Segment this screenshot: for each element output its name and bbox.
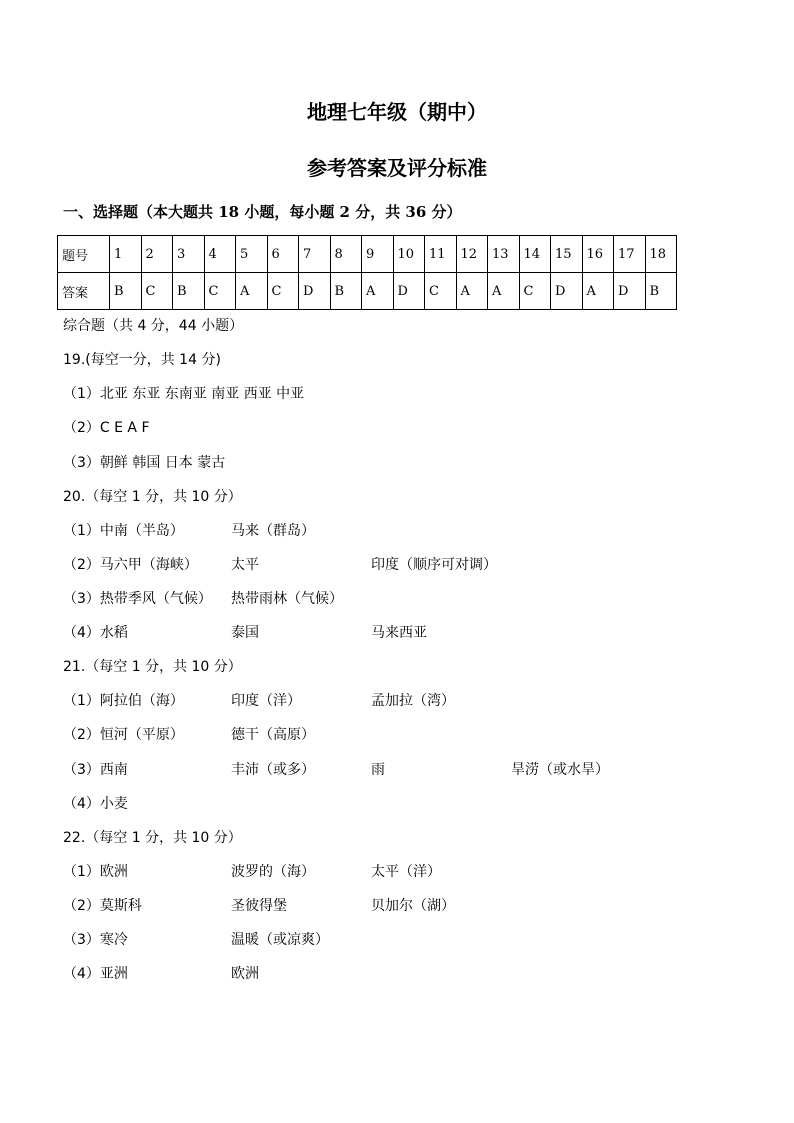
table-row-answers bbox=[58, 273, 677, 310]
answer-text: （3）寒冷 bbox=[63, 932, 128, 948]
answer-cell: D bbox=[551, 273, 583, 310]
question-number: 1 bbox=[110, 236, 142, 273]
answer-cell: C bbox=[519, 273, 551, 310]
answer-text: 温暖（或凉爽） bbox=[231, 932, 329, 948]
section-comprehensive-heading: 综合题（共 4 分，44 小题） bbox=[63, 318, 244, 334]
answer-text: 泰国 bbox=[231, 625, 259, 641]
question-number: 9 bbox=[362, 236, 394, 273]
answer-text: 丰沛（或多） bbox=[231, 762, 315, 778]
answer-text: 太平（洋） bbox=[371, 864, 441, 880]
table-header-number: 题号 bbox=[58, 236, 110, 273]
q20-heading: 20.（每空 1 分，共 10 分） bbox=[63, 489, 242, 505]
question-number: 4 bbox=[204, 236, 236, 273]
answer-cell: C bbox=[267, 273, 299, 310]
answer-text: （2）马六甲（海峡） bbox=[63, 557, 198, 573]
answer-text: （4）小麦 bbox=[63, 796, 128, 812]
question-number: 7 bbox=[299, 236, 331, 273]
answer-text: 波罗的（海） bbox=[231, 864, 315, 880]
answer-text: 印度（顺序可对调） bbox=[371, 557, 497, 573]
question-number: 8 bbox=[330, 236, 362, 273]
question-number: 17 bbox=[614, 236, 646, 273]
answer-cell: A bbox=[456, 273, 488, 310]
answer-cell: A bbox=[362, 273, 394, 310]
question-number: 16 bbox=[582, 236, 614, 273]
answer-cell: B bbox=[110, 273, 142, 310]
answer-text: 孟加拉（湾） bbox=[371, 693, 455, 709]
answer-text: 热带雨林（气候） bbox=[231, 591, 343, 607]
answer-text: 雨 bbox=[371, 762, 385, 778]
answer-text: 贝加尔（湖） bbox=[371, 898, 455, 914]
q22-heading: 22.（每空 1 分，共 10 分） bbox=[63, 830, 242, 846]
answer-text: （3）热带季风（气候） bbox=[63, 591, 212, 607]
page-subtitle: 参考答案及评分标准 bbox=[307, 156, 487, 180]
answer-text: 马来（群岛） bbox=[231, 523, 315, 539]
question-number: 6 bbox=[267, 236, 299, 273]
table-header-answer: 答案 bbox=[58, 273, 110, 310]
question-number: 10 bbox=[393, 236, 425, 273]
answer-cell: C bbox=[141, 273, 173, 310]
table-row-numbers bbox=[58, 236, 677, 273]
answer-text: （4）水稻 bbox=[63, 625, 128, 641]
question-number: 5 bbox=[236, 236, 268, 273]
answer-text: （1）中南（半岛） bbox=[63, 523, 184, 539]
answer-text: 圣彼得堡 bbox=[231, 898, 287, 914]
q19-answer-2: （2）C E A F bbox=[63, 420, 150, 436]
section-choice-heading: 一、选择题（本大题共 18 小题，每小题 2 分，共 36 分） bbox=[63, 203, 462, 221]
answer-cell: A bbox=[582, 273, 614, 310]
question-number: 18 bbox=[645, 236, 677, 273]
answer-text: 太平 bbox=[231, 557, 259, 573]
answer-text: 印度（洋） bbox=[231, 693, 301, 709]
q19-heading: 19.(每空一分，共 14 分) bbox=[63, 352, 221, 368]
answer-text: 德干（高原） bbox=[231, 727, 315, 743]
answer-cell: D bbox=[614, 273, 646, 310]
question-number: 3 bbox=[173, 236, 205, 273]
question-number: 12 bbox=[456, 236, 488, 273]
answer-text: （4）亚洲 bbox=[63, 966, 128, 982]
q21-heading: 21.（每空 1 分，共 10 分） bbox=[63, 659, 242, 675]
answer-text: （2）恒河（平原） bbox=[63, 727, 184, 743]
answer-cell: D bbox=[299, 273, 331, 310]
question-number: 11 bbox=[425, 236, 457, 273]
question-number: 13 bbox=[488, 236, 520, 273]
answer-cell: C bbox=[204, 273, 236, 310]
question-number: 2 bbox=[141, 236, 173, 273]
question-number: 14 bbox=[519, 236, 551, 273]
q19-answer-3: （3）朝鲜 韩国 日本 蒙古 bbox=[63, 455, 226, 471]
q19-answer-1: （1）北亚 东亚 东南亚 南亚 西亚 中亚 bbox=[63, 386, 305, 402]
answer-cell: A bbox=[236, 273, 268, 310]
answer-text: （1）欧洲 bbox=[63, 864, 128, 880]
answer-text: 旱涝（或水旱） bbox=[511, 762, 609, 778]
answer-cell: B bbox=[645, 273, 677, 310]
answer-cell: B bbox=[330, 273, 362, 310]
answer-cell: D bbox=[393, 273, 425, 310]
answer-text: （1）阿拉伯（海） bbox=[63, 693, 184, 709]
answer-cell: A bbox=[488, 273, 520, 310]
answer-text: 欧洲 bbox=[231, 966, 259, 982]
answer-cell: B bbox=[173, 273, 205, 310]
answer-text: 马来西亚 bbox=[371, 625, 427, 641]
answer-text: （2）莫斯科 bbox=[63, 898, 142, 914]
answer-table bbox=[57, 235, 677, 310]
question-number: 15 bbox=[551, 236, 583, 273]
page-title: 地理七年级（期中） bbox=[307, 100, 487, 124]
answer-cell: C bbox=[425, 273, 457, 310]
answer-text: （3）西南 bbox=[63, 762, 128, 778]
